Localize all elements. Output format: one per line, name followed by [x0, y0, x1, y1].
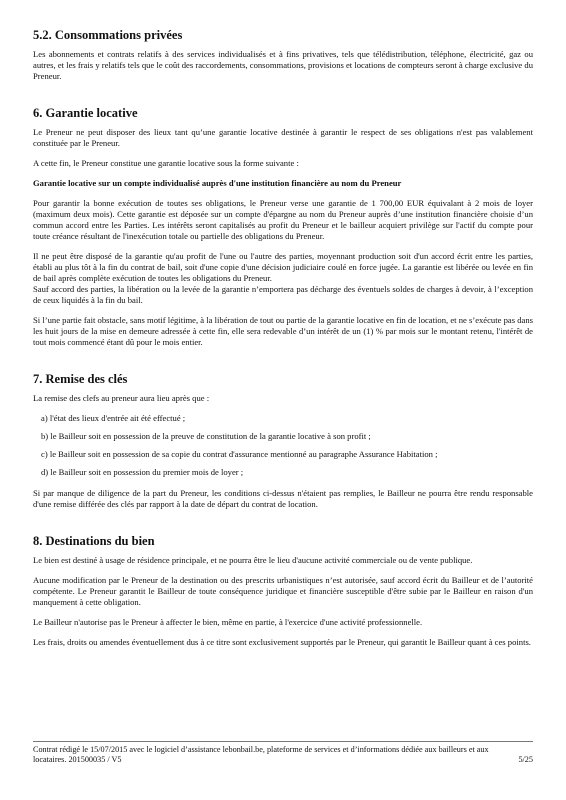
- subsection-title: Garantie locative sur un compte individualisé auprès d'une institution financière au nom du Preneur: [33, 178, 402, 188]
- section-8: [33, 534, 533, 648]
- section-title: 7. Remise des clés: [33, 372, 128, 386]
- paragraph: Il ne peut être disposé de la garantie qu'au profit de l'une ou l'autre des parties, moyennant production soit d'un accord écrit entre les parties, établi au plus tôt à la fin du contrat de bail, soit d'une copie d'une décision judiciaire coulé en force jugée. La garantie est libérée ou levée en fin de bail après complète exécution de toutes les obligations du Preneur.: [33, 251, 533, 283]
- paragraph: Aucune modification par le Preneur de la destination ou des prescrits urbanistiques n’est autorisée, sauf accord écrit du Bailleur et de l’autorité compétente. Le Preneur garantit le Bailleur de toute conséquence juridique et financière susceptible d'être subie par le Bailleur en raison d'un manquement à cette obligation.: [33, 575, 533, 607]
- paragraph: Les abonnements et contrats relatifs à des services individualisés et à fins privatives, tels que télédistribution, téléphone, électricité, gaz ou autres, et les frais y relatifs tels que le coût des raccordements, consommations, provisions et locations de compteurs seront à charge exclusive du Preneur.: [33, 49, 533, 81]
- paragraph: Sauf accord des parties, la libération ou la levée de la garantie n’emportera pas décharge des éventuels soldes de charges à devoir, à l’exception de ceux liquidés à la fin du bail.: [33, 284, 533, 305]
- page-number: 5/25: [518, 755, 533, 764]
- page-content: [33, 28, 533, 648]
- list-item: d) le Bailleur soit en possession du premier mois de loyer ;: [41, 467, 244, 477]
- section-5-2: [33, 28, 533, 82]
- paragraph: Les frais, droits ou amendes éventuellement dus à ce titre sont exclusivement supportés par le Preneur, qui garantit le Bailleur quant à ces points.: [33, 637, 531, 647]
- paragraph: Le bien est destiné à usage de résidence principale, et ne pourra être le lieu d'aucune activité commerciale ou de vente publique.: [33, 555, 473, 565]
- paragraph: La remise des clefs au preneur aura lieu après que :: [33, 393, 210, 403]
- footer-divider: [33, 741, 533, 742]
- section-title: 6. Garantie locative: [33, 106, 138, 120]
- list-item: a) l'état des lieux d'entrée ait été effectué ;: [41, 413, 186, 423]
- section-title: 8. Destinations du bien: [33, 534, 155, 548]
- page-footer: [33, 745, 533, 765]
- paragraph: Le Bailleur n'autorise pas le Preneur à affecter le bien, même en partie, à l'exercice d'une activité professionnelle.: [33, 617, 423, 627]
- list-item: c) le Bailleur soit en possession de sa copie du contrat d'assurance mentionné au paragraphe Assurance Habitation ;: [41, 449, 438, 459]
- section-title: 5.2. Consommations privées: [33, 28, 183, 42]
- section-7: [33, 372, 533, 510]
- paragraph: Le Preneur ne peut disposer des lieux tant qu’une garantie locative destinée à garantir le respect de ses obligations n'est pas valablement constituée par le Preneur.: [33, 127, 533, 148]
- paragraph: Si par manque de diligence de la part du Preneur, les conditions ci-dessus n'étaient pas remplies, le Bailleur ne pourra être rendu responsable d'une remise différée des clés par rapport à la date de départ du contrat de location.: [33, 488, 533, 509]
- paragraph: Si l’une partie fait obstacle, sans motif légitime, à la libération de tout ou partie de la garantie locative en fin de location, et ne s’exécute pas dans les huit jours de la mise en demeure adressée à cette fin, elle sera redevable d’un intérêt de un (1) % par mois sur le montant retenu, l'intérêt de tout mois commencé étant dû pour le mois entier.: [33, 315, 533, 347]
- section-6: [33, 106, 533, 348]
- footer-text: Contrat rédigé le 15/07/2015 avec le logiciel d’assistance lebonbail.be, plateforme de services et d’informations dédiée aux bailleurs et aux locataires. 201500035 / V5: [33, 745, 489, 764]
- conditions-list: [33, 413, 533, 478]
- list-item: b) le Bailleur soit en possession de la preuve de constitution de la garantie locative à son profit ;: [41, 431, 371, 441]
- paragraph: Pour garantir la bonne exécution de toutes ses obligations, le Preneur verse une garantie de 1 700,00 EUR équivalant à 2 mois de loyer (maximum deux mois). Cette garantie est déposée sur un compte d'épargne au nom du Preneur auprès d’une institution financière choisie d’un commun accord entre les Parties. Les intérêts seront capitalisés au profit du Preneur et le bailleur acquiert privilège sur l'actif du compte pour toute créance résultant de l'inexécution totale ou partielle des obligations du Preneur.: [33, 198, 533, 241]
- paragraph: A cette fin, le Preneur constitue une garantie locative sous la forme suivante :: [33, 158, 299, 168]
